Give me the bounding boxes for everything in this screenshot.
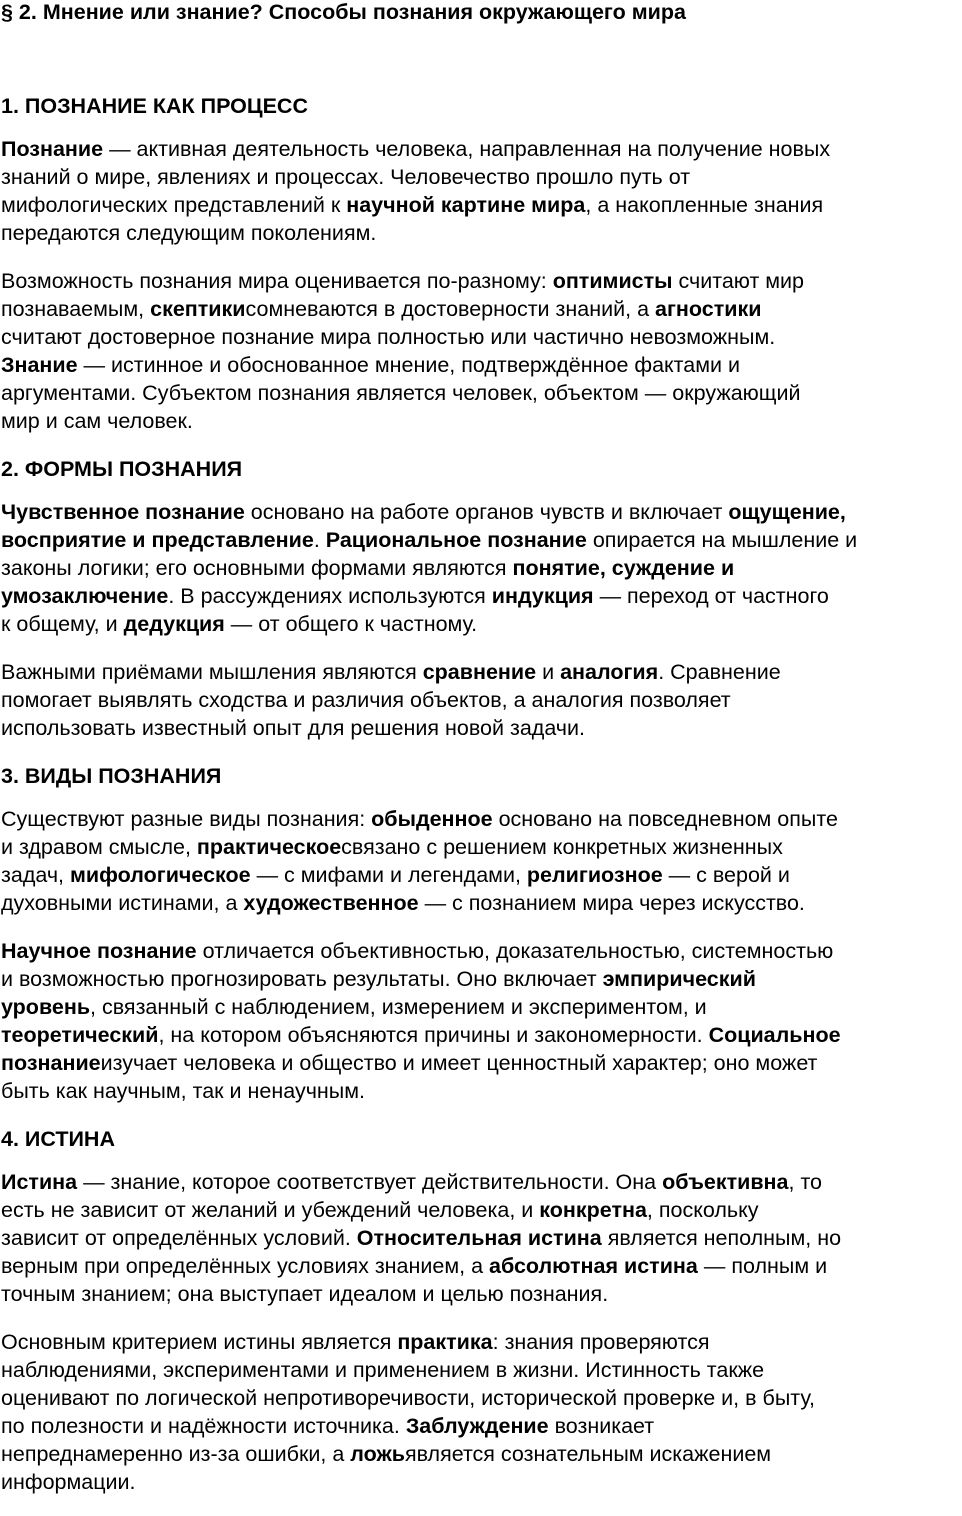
key-term: объективна [662,1170,789,1194]
key-term: уровень [1,995,91,1019]
text-run: познаваемым, [1,297,151,321]
text-run: мифологических представлений к [1,193,347,217]
key-term: аналогия [560,660,659,684]
text-run: есть не зависит от желаний и убеждений человека, и [1,1198,540,1222]
section-heading: 4. ИСТИНА [1,1127,115,1151]
key-term: Заблуждение [405,1414,549,1438]
key-term: Научное познание [1,939,197,963]
key-term: Знание [1,353,78,377]
key-term: абсолютная истина [489,1254,698,1278]
key-term: Чувственное познание [1,500,245,524]
text-run: является неполным, но [601,1226,842,1250]
key-term: Познание [1,137,104,161]
text-run: и [536,660,561,684]
text-run: отличается объективностью, доказательностью, системностью [196,939,834,963]
key-term: восприятие и представление [1,528,314,552]
text-run: — от общего к частному. [224,612,478,636]
text-run: Основным критерием истины является [1,1330,398,1354]
text-run: , поскольку [646,1198,759,1222]
text-run: и здравом смысле, [1,835,197,859]
text-run: верным при определённых условиях знанием, а [1,1254,490,1278]
text-run: к общему, и [1,612,124,636]
key-term: эмпирический [602,967,756,991]
text-run: . Сравнение [658,660,781,684]
text-run: — истинное и обоснованное мнение, подтверждённое фактами и [77,353,741,377]
text-run: мир и сам человек. [1,409,193,433]
paragraph [1,1328,962,1496]
text-run: — переход от частного [593,584,829,608]
key-term: конкретна [539,1198,647,1222]
key-term: ложь [350,1442,405,1466]
paragraph [1,135,962,247]
text-run: опирается на мышление и [586,528,858,552]
key-term: Рациональное познание [325,528,587,552]
text-run: . В рассуждениях используются [168,584,492,608]
text-run: непреднамеренно из-за ошибки, а [1,1442,351,1466]
text-run: передаются следующим поколениям. [1,221,377,245]
text-run: : знания проверяются [492,1330,710,1354]
paragraph [1,1168,962,1308]
key-term: индукция [491,584,594,608]
text-run: , связанный с наблюдением, измерением и экспериментом, и [90,995,707,1019]
text-run: — полным и [697,1254,828,1278]
text-run: аргументами. Субъектом познания является человек, объектом — окружающий [1,381,801,405]
key-term: познание [1,1051,101,1075]
section-heading: 1. ПОЗНАНИЕ КАК ПРОЦЕСС [1,94,308,118]
key-term: оптимисты [552,269,673,293]
key-term: Истина [1,1170,78,1194]
text-run: духовными истинами, а [1,891,244,915]
key-term: практическое [196,835,342,859]
key-term: агностики [655,297,762,321]
text-run: знаний о мире, явлениях и процессах. Человечество прошло путь от [1,165,691,189]
text-run: Существуют разные виды познания: [1,807,372,831]
text-run: — знание, которое соответствует действительности. Она [77,1170,663,1194]
paragraph [1,805,962,917]
text-run: связано с решением конкретных жизненных [341,835,783,859]
document-title: § 2. Мнение или знание? Способы познания окружающего мира [1,0,686,24]
text-run: , то [788,1170,823,1194]
text-run: возникает [548,1414,655,1438]
text-run: и возможностью прогнозировать результаты. Оно включает [1,967,603,991]
text-run: , а накопленные знания [585,193,824,217]
text-run: оценивают по логической непротиворечивости, исторической проверке и, в быту, [1,1386,815,1410]
text-run: сомневаются в достоверности знаний, а [245,297,655,321]
text-run: законы логики; его основными формами являются [1,556,513,580]
key-term: мифологическое [70,863,251,887]
key-term: сравнение [422,660,537,684]
key-term: художественное [243,891,419,915]
text-run: наблюдениями, экспериментами и применением в жизни. Истинность также [1,1358,765,1382]
paragraph [1,498,962,638]
text-run: зависит от определённых условий. [1,1226,357,1250]
text-run: . [313,528,326,552]
text-run: Возможность познания мира оценивается по-разному: [1,269,553,293]
text-run: является сознательным искажением [404,1442,772,1466]
text-run: — с познанием мира через искусство. [418,891,805,915]
text-run: помогает выявлять сходства и различия объектов, а аналогия позволяет [1,688,731,712]
paragraph [1,937,962,1105]
paragraph [1,658,962,742]
text-run: основано на повседневном опыте [492,807,838,831]
text-run: считают достоверное познание мира полностью или частично невозможным. [1,325,776,349]
section-heading: 3. ВИДЫ ПОЗНАНИЯ [1,764,222,788]
key-term: Относительная истина [356,1226,602,1250]
key-term: практика [397,1330,493,1354]
text-run: изучает человека и общество и имеет ценностный характер; оно может [100,1051,818,1075]
key-term: умозаключение [1,584,169,608]
text-run: Важными приёмами мышления являются [1,660,423,684]
key-term: дедукция [123,612,225,636]
text-run: точным знанием; она выступает идеалом и целью познания. [1,1282,609,1306]
text-run: считают мир [672,269,805,293]
key-term: скептики [150,297,246,321]
text-run: — с верой и [662,863,790,887]
text-run: быть как научным, так и ненаучным. [1,1079,365,1103]
key-term: теоретический [1,1023,159,1047]
text-run: , на котором объясняются причины и закономерности. [158,1023,709,1047]
text-run: задач, [1,863,70,887]
key-term: Социальное [708,1023,841,1047]
key-term: религиозное [526,863,663,887]
key-term: понятие, суждение и [512,556,735,580]
key-term: ощущение, [728,500,846,524]
document-body [1,92,962,1516]
key-term: обыденное [371,807,493,831]
text-run: — активная деятельность человека, направленная на получение новых [103,137,831,161]
paragraph [1,267,962,435]
key-term: научной картине мира [346,193,586,217]
text-run: — с мифами и легендами, [250,863,527,887]
text-run: информации. [1,1470,136,1494]
section-heading: 2. ФОРМЫ ПОЗНАНИЯ [1,457,243,481]
text-run: основано на работе органов чувств и включает [244,500,729,524]
text-run: по полезности и надёжности источника. [1,1414,406,1438]
text-run: использовать известный опыт для решения новой задачи. [1,716,585,740]
